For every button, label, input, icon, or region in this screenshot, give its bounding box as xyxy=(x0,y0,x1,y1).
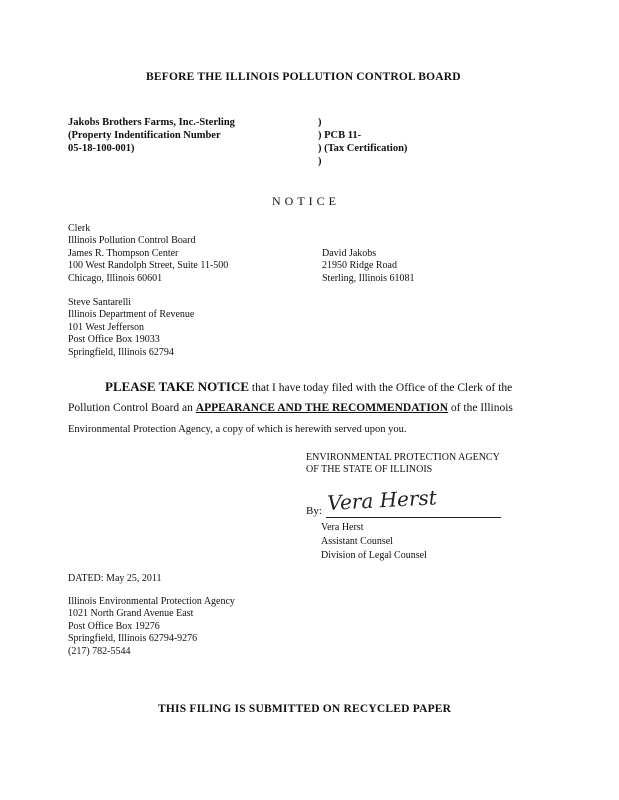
address-line: David Jakobs xyxy=(322,248,377,259)
agency-heading xyxy=(306,452,500,477)
address-line: Sterling, Illinois 61081 xyxy=(322,272,415,284)
agency-line: ENVIRONMENTAL PROTECTION AGENCY xyxy=(306,452,500,463)
caption-party-line: 05-18-100-001) xyxy=(68,143,135,154)
signature-line xyxy=(326,517,501,518)
address-line: Springfield, Illinois 62794-9276 xyxy=(68,633,198,645)
notice-text: Pollution Control Board an xyxy=(68,402,196,414)
signer-division: Division of Legal Counsel xyxy=(321,550,427,561)
handwritten-signature: Vera Herst xyxy=(326,485,438,515)
notice-heading: NOTICE xyxy=(272,194,340,208)
address-line: 100 West Randolph Street, Suite 11-500 xyxy=(68,260,229,272)
caption-case-line: ) xyxy=(318,117,322,128)
jakobs-address xyxy=(322,248,415,285)
caption-case-line: ) xyxy=(318,156,322,167)
address-line: Chicago, Illinois 60601 xyxy=(68,272,163,284)
address-line: (217) 782-5544 xyxy=(68,645,131,657)
address-line: James R. Thompson Center xyxy=(68,247,179,259)
notice-text: of the Illinois xyxy=(448,402,513,414)
filing-title: APPEARANCE AND THE RECOMMENDATION xyxy=(195,402,449,414)
address-line: Post Office Box 19033 xyxy=(68,334,160,346)
caption-party-line: (Property Indentification Number xyxy=(68,130,221,141)
notice-lead: PLEASE TAKE NOTICE xyxy=(105,379,250,394)
by-label: By: xyxy=(306,505,322,517)
address-line: Springfield, Illinois 62794 xyxy=(68,346,174,358)
dated-line: DATED: May 25, 2011 xyxy=(68,573,162,584)
signer-title: Assistant Counsel xyxy=(321,536,393,547)
caption-party xyxy=(68,116,235,155)
signer-block xyxy=(321,521,427,563)
address-line: Post Office Box 19276 xyxy=(68,620,160,632)
revenue-address xyxy=(68,297,194,359)
address-line: Steve Santarelli xyxy=(68,297,132,308)
address-line: Illinois Department of Revenue xyxy=(68,309,195,321)
address-line: Illinois Pollution Control Board xyxy=(68,235,196,247)
signer-name: Vera Herst xyxy=(321,522,364,533)
address-line: Clerk xyxy=(68,223,91,234)
address-line: Illinois Environmental Protection Agency xyxy=(68,596,235,607)
caption-case-line: ) (Tax Certification) xyxy=(318,143,408,154)
caption-case xyxy=(318,116,407,168)
address-line: 1021 North Grand Avenue East xyxy=(68,608,194,620)
agency-address xyxy=(68,596,235,658)
recycled-paper-footer: THIS FILING IS SUBMITTED ON RECYCLED PAPER xyxy=(158,703,452,715)
caption-party-line: Jakobs Brothers Farms, Inc.-Sterling xyxy=(68,117,235,128)
agency-line: OF THE STATE OF ILLINOIS xyxy=(306,464,433,476)
address-line: 21950 Ridge Road xyxy=(322,260,397,272)
notice-text: that I have today filed with the Office of the Clerk of the xyxy=(249,382,513,394)
address-line: 101 West Jefferson xyxy=(68,321,145,333)
notice-paragraph-line-2 xyxy=(68,402,513,414)
notice-paragraph-line-3: Environmental Protection Agency, a copy of which is herewith served upon you. xyxy=(68,424,407,435)
clerk-address xyxy=(68,223,228,285)
notice-paragraph-line-1 xyxy=(105,379,512,395)
board-title: BEFORE THE ILLINOIS POLLUTION CONTROL BOARD xyxy=(146,71,461,83)
caption-case-line: ) PCB 11- xyxy=(318,130,362,141)
